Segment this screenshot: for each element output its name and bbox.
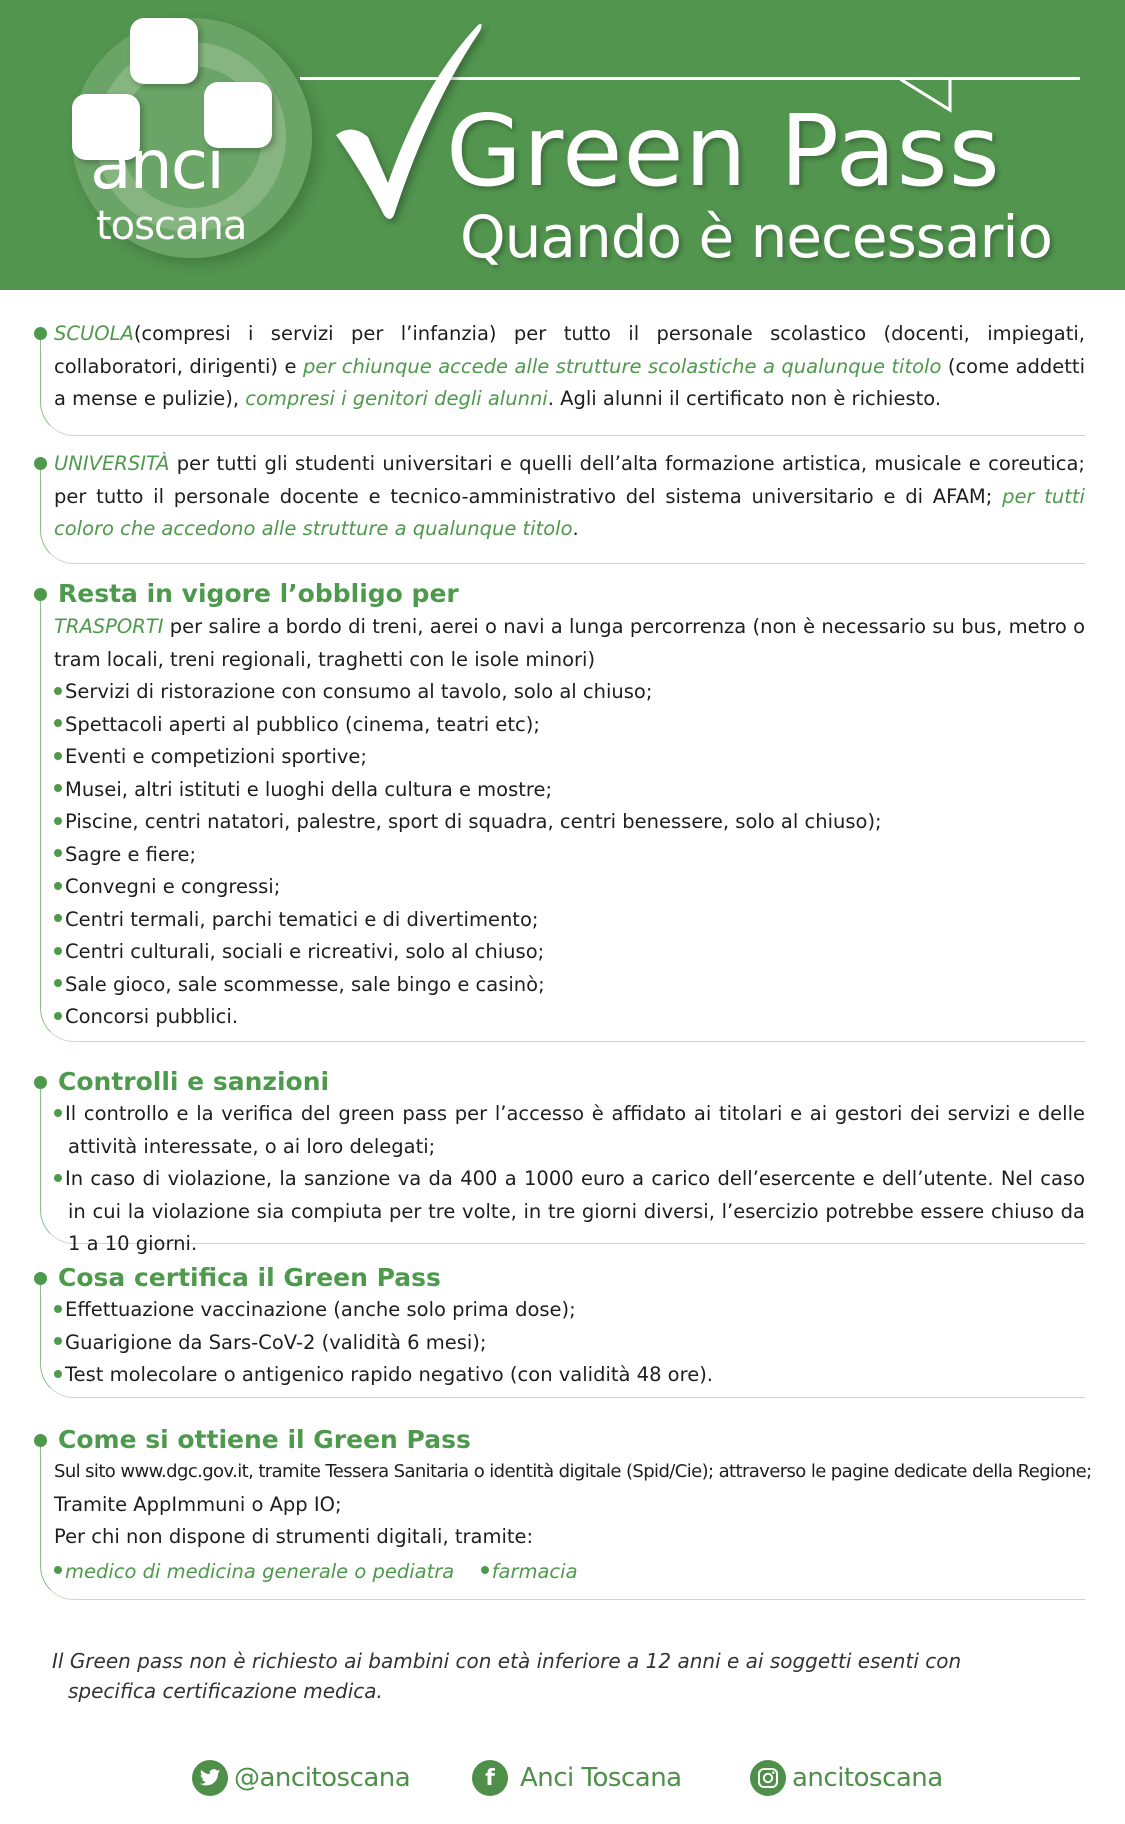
list-item xyxy=(40,969,1085,1002)
bullet-icon xyxy=(34,1272,47,1285)
list-item-text: Musei, altri istituti e luoghi della cultura e mostre; xyxy=(65,777,553,801)
list-item-text: Centri culturali, sociali e ricreativi, solo al chiuso; xyxy=(65,940,545,963)
page-title: Green Pass xyxy=(446,95,1001,209)
bullet-icon xyxy=(54,719,62,727)
list-item-text: Concorsi pubblici. xyxy=(65,1005,239,1028)
scuola-highlight: per chiunque accede alle strutture scolastiche a qualunque titolo xyxy=(302,354,942,378)
footnote-line: Il Green pass non è richiesto ai bambini con età inferiore a 12 anni e ai soggetti esenti con xyxy=(52,1649,962,1673)
ottiene-text: Sul sito xyxy=(54,1461,121,1482)
bullet-icon xyxy=(481,1566,489,1574)
scuola-text: (compresi i servizi per l’infanzia) per tutto il personale scolastico (docenti, impiegati, collaboratori, dirigenti) e xyxy=(54,322,1085,378)
scuola-text: . Agli alunni il certificato non è richiesto. xyxy=(547,387,942,410)
list-item xyxy=(40,806,1085,839)
bullet-icon xyxy=(54,1012,62,1020)
list-item xyxy=(40,774,1085,807)
list-item-text: Spettacoli aperti al pubblico (cinema, teatri etc); xyxy=(65,712,540,736)
list-item-text: Il controllo e la verifica del green pass per l’accesso è affidato ai titolari e ai gestori dei servizi e delle attività interessate, o ai loro delegati; xyxy=(65,1102,1085,1158)
section-scuola xyxy=(40,318,1085,436)
bullet-icon xyxy=(54,947,62,955)
obbligo-list xyxy=(40,676,1085,1034)
list-item-text: Guarigione da Sars-CoV-2 (validità 6 mesi); xyxy=(65,1330,487,1354)
list-item xyxy=(40,1294,1085,1327)
bullet-icon xyxy=(54,1174,62,1182)
list-item-text: Sale gioco, sale scommesse, sale bingo e casinò; xyxy=(65,972,545,996)
section-certifica xyxy=(40,1262,1085,1398)
bullet-icon xyxy=(34,588,47,601)
certifica-list xyxy=(40,1294,1085,1392)
logo-text-anci: anci xyxy=(90,126,224,205)
list-item xyxy=(40,1098,1085,1163)
universita-label: UNIVERSITÀ xyxy=(54,452,170,475)
bullet-icon xyxy=(54,914,62,922)
list-item-text: Convegni e congressi; xyxy=(65,875,281,898)
controlli-list xyxy=(40,1098,1085,1261)
facebook-glyph: f xyxy=(485,1765,495,1791)
list-item xyxy=(40,839,1085,872)
facebook-icon xyxy=(472,1760,508,1796)
bullet-icon xyxy=(54,882,62,890)
twitter-handle: @ancitoscana xyxy=(234,1763,411,1793)
list-item xyxy=(40,676,1085,709)
list-item-text: Test molecolare o antigenico rapido negativo (con validità 48 ore). xyxy=(65,1363,713,1386)
list-item-text: Eventi e competizioni sportive; xyxy=(65,745,367,768)
ottiene-app: Tramite AppImmuni o App IO; xyxy=(54,1492,342,1516)
section-controlli xyxy=(40,1066,1085,1255)
header-banner xyxy=(0,0,1125,290)
list-item-text: Piscine, centri natatori, palestre, sport di squadra, centri benessere, solo al chiuso); xyxy=(65,810,882,833)
facebook-handle: Anci Toscana xyxy=(520,1763,682,1793)
list-item-text: In caso di violazione, la sanzione va da 400 a 1000 euro a carico dell’esercente e dell’utente. Nel caso in cui la violazione sia compiuta per tre volte, in tre giorni diversi, l’esercizio potrebbe essere chiuso da 1 a 10 giorni. xyxy=(65,1167,1085,1255)
social-instagram[interactable] xyxy=(750,1758,943,1798)
universita-text: . xyxy=(572,517,579,540)
social-facebook[interactable] xyxy=(472,1758,682,1798)
section-heading: Controlli e sanzioni xyxy=(58,1067,330,1096)
list-item xyxy=(40,1327,1085,1360)
bullet-icon xyxy=(54,687,62,695)
bullet-icon xyxy=(34,1434,47,1447)
ottiene-offline: Per chi non dispone di strumenti digitali, tramite: xyxy=(54,1525,534,1548)
universita-highlight: per tutti coloro che accedono alle strutture a qualunque titolo xyxy=(54,484,1085,540)
scuola-label: SCUOLA xyxy=(54,322,134,345)
list-item xyxy=(40,741,1085,774)
scuola-highlight: compresi i genitori degli alunni xyxy=(245,387,548,410)
twitter-icon xyxy=(192,1760,228,1796)
footnote xyxy=(52,1646,1067,1706)
instagram-icon xyxy=(750,1760,786,1796)
section-heading: Cosa certifica il Green Pass xyxy=(58,1263,441,1292)
section-ottiene xyxy=(40,1424,1092,1600)
list-item xyxy=(40,1163,1085,1261)
dgc-link[interactable]: www.dgc.gov.it xyxy=(120,1461,249,1482)
list-item xyxy=(40,709,1085,742)
list-item-text: Servizi di ristorazione con consumo al tavolo, solo al chiuso; xyxy=(65,680,653,703)
list-item-text: Sagre e fiere; xyxy=(65,842,197,866)
bullet-icon xyxy=(34,1076,47,1089)
bullet-icon xyxy=(54,849,62,857)
footnote-line: specifica certificazione medica. xyxy=(68,1679,383,1703)
bullet-icon xyxy=(54,1370,62,1378)
option-medico: medico di medicina generale o pediatra xyxy=(65,1559,455,1583)
trasporti-text: per salire a bordo di treni, aerei o navi a lunga percorrenza (non è necessario su bus, metro o tram locali, treni regionali, traghetti con le isole minori) xyxy=(54,615,1085,671)
bullet-icon xyxy=(54,1109,62,1117)
section-universita xyxy=(40,448,1085,564)
list-item xyxy=(40,936,1085,969)
bullet-icon xyxy=(54,1566,62,1574)
option-farmacia: farmacia xyxy=(491,1559,578,1583)
instagram-handle: ancitoscana xyxy=(792,1763,943,1793)
section-heading: Resta in vigore l’obbligo per xyxy=(58,579,459,608)
page-subtitle: Quando è necessario xyxy=(460,203,1053,271)
list-item-text: Effettuazione vaccinazione (anche solo prima dose); xyxy=(65,1298,576,1321)
list-item xyxy=(40,871,1085,904)
section-heading: Come si ottiene il Green Pass xyxy=(58,1425,471,1454)
ottiene-text: , tramite Tessera Sanitaria o identità digitale (Spid/Cie); attraverso le pagine dedicate della Regione; xyxy=(248,1461,1092,1482)
section-obbligo xyxy=(40,578,1085,1042)
list-item xyxy=(40,1001,1085,1034)
bullet-icon xyxy=(54,752,62,760)
list-item-text: Centri termali, parchi tematici e di divertimento; xyxy=(65,907,539,931)
social-twitter[interactable] xyxy=(192,1758,410,1798)
trasporti-label: TRASPORTI xyxy=(54,615,164,638)
bullet-icon xyxy=(54,1305,62,1313)
list-item xyxy=(40,1359,1085,1392)
scuola-text: (come addetti a mense e pulizie), xyxy=(54,354,1085,410)
bullet-icon xyxy=(54,979,62,987)
bullet-icon xyxy=(54,1337,62,1345)
logo-text-toscana: toscana xyxy=(96,203,247,249)
bullet-icon xyxy=(54,784,62,792)
universita-text: per tutti gli studenti universitari e quelli dell’alta formazione artistica, musicale e coreutica; per tutto il personale docente e tecnico-amministrativo del sistema universitario e di AFAM; xyxy=(54,452,1085,508)
list-item xyxy=(40,904,1085,937)
bullet-icon xyxy=(54,817,62,825)
